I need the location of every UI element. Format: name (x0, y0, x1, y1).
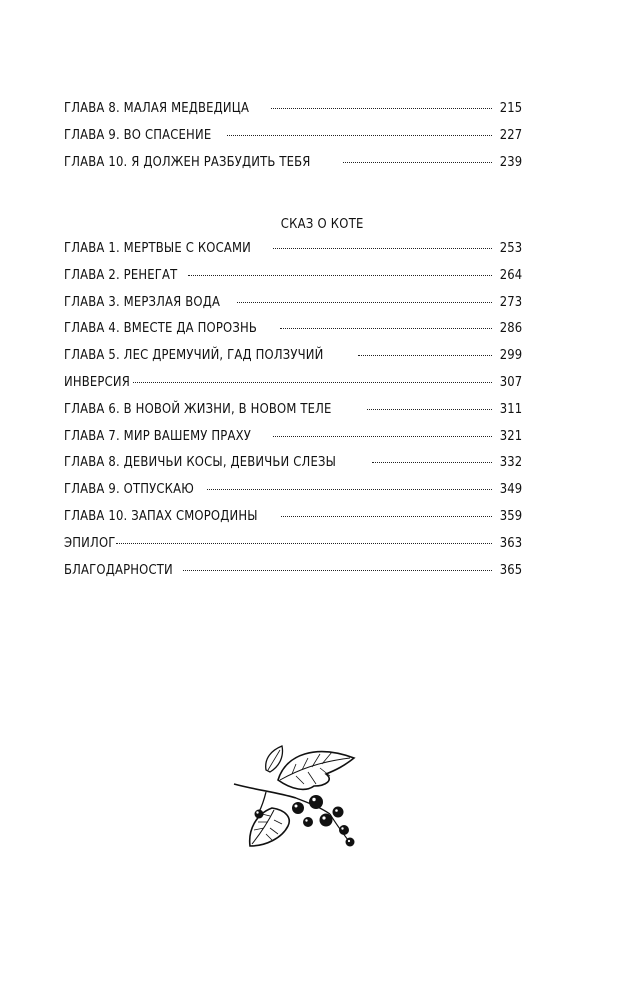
toc-entry[interactable] (64, 267, 522, 294)
toc-entry[interactable] (64, 374, 522, 401)
toc-entry-title: ГЛАВА 6. В НОВОЙ ЖИЗНИ, В НОВОМ ТЕЛЕ (64, 400, 332, 417)
toc-leader-dots (183, 570, 492, 571)
toc-entry-page: 349 (499, 481, 522, 498)
toc-entry[interactable] (64, 428, 522, 455)
toc-entry-title: ГЛАВА 3. МЕРЗЛАЯ ВОДА (64, 293, 221, 310)
toc-leader-dots (367, 409, 491, 410)
toc-entry-page: 365 (499, 561, 522, 578)
toc-entry-page: 253 (499, 240, 522, 256)
toc-leader-dots (133, 382, 492, 383)
toc-entry[interactable] (64, 347, 522, 374)
toc-entry[interactable] (64, 294, 522, 321)
section-heading (0, 216, 644, 232)
toc-entry-page: 286 (499, 320, 522, 337)
toc-leader-dots (207, 489, 492, 490)
toc-leader-dots (273, 248, 491, 249)
toc-entry-title: ГЛАВА 9. ОТПУСКАЮ (64, 481, 194, 498)
toc-entry-title: ГЛАВА 2. РЕНЕГАТ (64, 266, 178, 283)
toc-entry-title: ГЛАВА 10. ЗАПАХ СМОРОДИНЫ (64, 507, 258, 524)
toc-entry-title: ЭПИЛОГ (64, 534, 116, 551)
toc-entry[interactable] (64, 481, 522, 508)
toc-entry-title: ГЛАВА 5. ЛЕС ДРЕМУЧИЙ, ГАД ПОЛЗУЧИЙ (64, 347, 324, 364)
toc-leader-dots (358, 355, 492, 356)
toc-entry-page: 227 (499, 126, 522, 143)
toc-entry-title: ГЛАВА 8. МАЛАЯ МЕДВЕДИЦА (64, 100, 250, 116)
toc-entry-title: ГЛАВА 10. Я ДОЛЖЕН РАЗБУДИТЬ ТЕБЯ (64, 153, 311, 170)
toc-entry-title: ГЛАВА 1. МЕРТВЫЕ С КОСАМИ (64, 240, 252, 256)
toc-entry-page: 215 (499, 100, 522, 116)
toc-entry-page: 332 (499, 454, 522, 471)
toc-entry[interactable] (64, 127, 522, 154)
toc-leader-dots (237, 302, 491, 303)
toc-entry-title: ГЛАВА 9. ВО СПАСЕНИЕ (64, 126, 212, 143)
toc-entry-page: 307 (499, 373, 522, 390)
toc-entry-title: ГЛАВА 4. ВМЕСТЕ ДА ПОРОЗНЬ (64, 320, 257, 337)
toc-entry[interactable] (64, 562, 522, 589)
toc-entry-title: БЛАГОДАРНОСТИ (64, 561, 173, 578)
toc-leader-dots (281, 516, 491, 517)
toc-leader-dots (271, 108, 491, 109)
toc-entry[interactable] (64, 154, 522, 181)
toc-leader-dots (372, 462, 491, 463)
toc-entry[interactable] (64, 508, 522, 535)
toc-entry-page: 363 (499, 534, 522, 551)
toc-entry-title: ГЛАВА 7. МИР ВАШЕМУ ПРАХУ (64, 427, 251, 444)
toc-entry-title: ИНВЕРСИЯ (64, 373, 130, 390)
toc-entry[interactable] (64, 100, 522, 127)
toc-list-part-one (64, 100, 522, 180)
toc-leader-dots (280, 328, 491, 329)
toc-entry[interactable] (64, 401, 522, 428)
toc-entry[interactable] (64, 535, 522, 562)
blackcurrant-sprig-icon (226, 740, 366, 860)
toc-entry[interactable] (64, 240, 522, 267)
toc-entry-page: 359 (499, 507, 522, 524)
toc-entry-page: 299 (499, 347, 522, 364)
toc-leader-dots (343, 162, 492, 163)
toc-entry[interactable] (64, 320, 522, 347)
toc-leader-dots (227, 135, 491, 136)
toc-entry-page: 321 (499, 427, 522, 444)
toc-leader-dots (273, 436, 491, 437)
toc-leader-dots (116, 543, 492, 544)
toc-entry-title: ГЛАВА 8. ДЕВИЧЬИ КОСЫ, ДЕВИЧЬИ СЛЕЗЫ (64, 454, 337, 471)
toc-entry-page: 264 (499, 266, 522, 283)
toc-entry-page: 239 (499, 153, 522, 170)
toc-entry-page: 273 (499, 293, 522, 310)
toc-entry[interactable] (64, 454, 522, 481)
toc-leader-dots (188, 275, 492, 276)
section-heading-text: СКАЗ О КОТЕ (280, 216, 364, 232)
toc-list-part-two (64, 240, 522, 588)
toc-entry-page: 311 (499, 400, 522, 417)
